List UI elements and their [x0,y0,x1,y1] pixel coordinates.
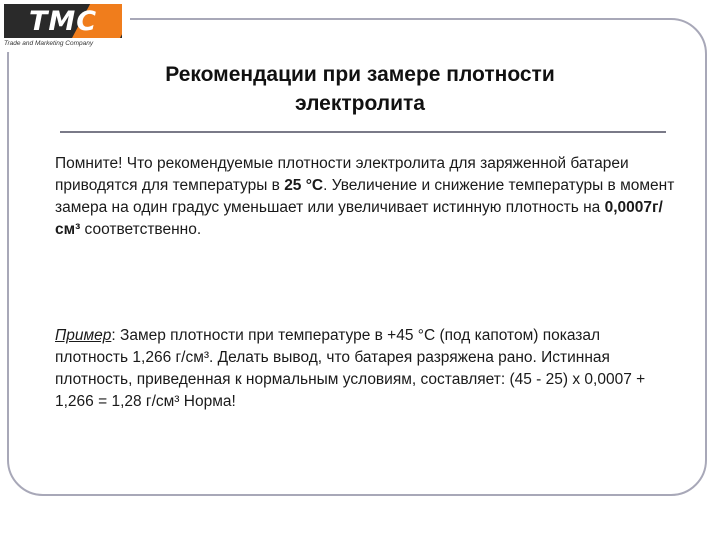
example-text: : Замер плотности при температуре в +45 °С (под капотом) показал плотность 1,266 г/см³. Делать вывод, что батарея разряжена рано. Истинная плотность, приведенная к нормальным условиям, составляет: (45 - 25) х 0,0007 + 1,266 = 1,28 г/см³ Норма! [55,327,646,410]
reminder-text-1: Помните! Что рекомендуемые плотности электролита для заряженной батареи приводятся для температуры в [55,155,629,194]
example-paragraph [55,325,675,413]
reminder-paragraph [55,153,675,241]
title-line-1: Рекомендации при замере плотности [165,63,555,86]
logo-text: TMC [28,5,98,37]
company-logo [0,0,130,52]
example-label: Пример [55,327,112,344]
logo-mark [4,4,122,38]
reminder-density-correction: 0,0007г/см³ [55,199,663,238]
logo-tagline: Trade and Marketing Company [4,40,94,47]
reminder-text-2: . Увеличение и снижение температуры в момент замера на один градус уменьшает или увеличивает истинную плотность на [55,177,675,216]
reminder-text-3: соответственно. [80,221,202,238]
slide-title [60,60,660,118]
title-divider [60,131,666,133]
reminder-temperature: 25 °С [284,177,324,194]
title-line-2: электролита [295,92,425,115]
